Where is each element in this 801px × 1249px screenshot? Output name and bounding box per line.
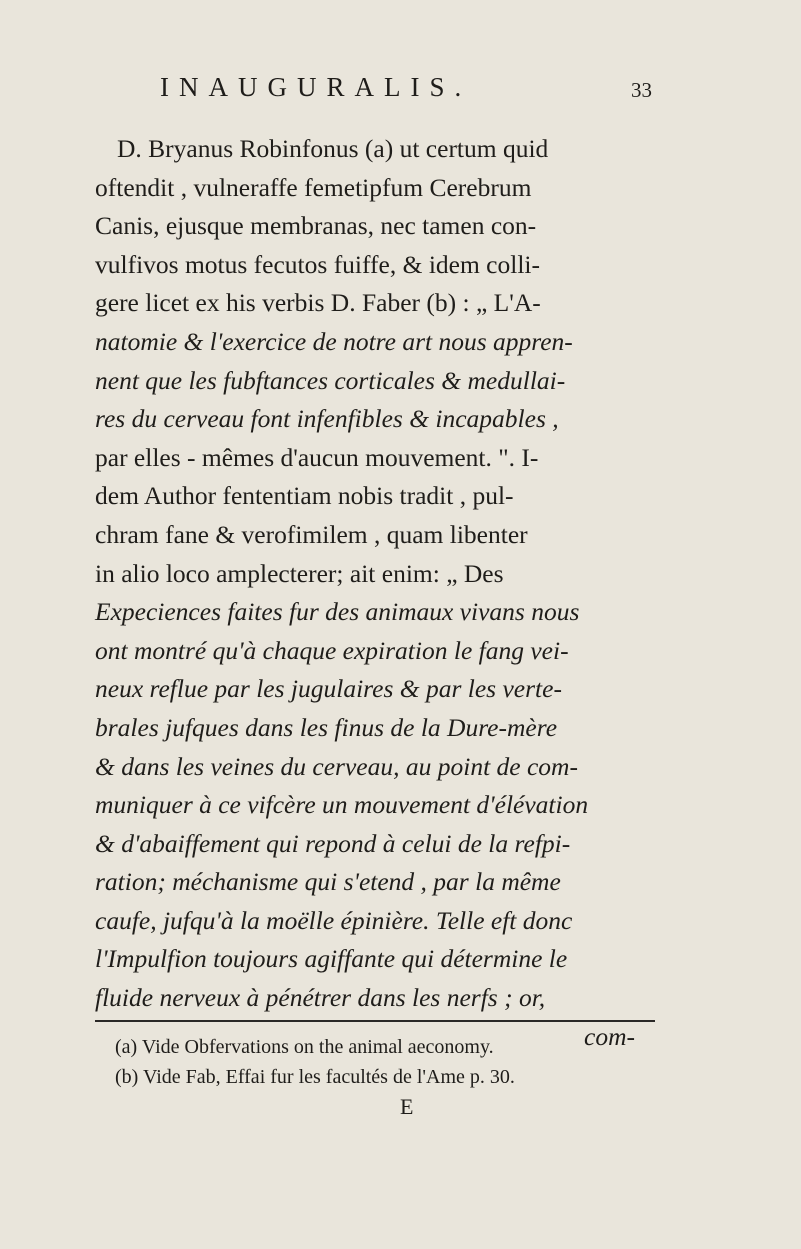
text-line: in alio loco amplecterer; ait enim: „ Des — [95, 558, 504, 588]
text-line: Canis, ejusque membranas, nec tamen con- — [95, 211, 537, 241]
text-line: res du cerveau font infenfibles & incapables , — [95, 404, 559, 434]
text-line: par elles - mêmes d'aucun mouvement. ". I- — [95, 442, 539, 472]
text-line: brales jufques dans les finus de la Dure-mère — [95, 712, 558, 742]
running-head — [160, 72, 660, 112]
text-line: vulfivos motus fecutos fuiffe, & idem colli- — [95, 249, 540, 279]
text-line: neux reflue par les jugulaires & par les verte- — [95, 674, 562, 704]
text-line: & dans les veines du cerveau, au point de com- — [95, 751, 578, 781]
text-line: muniquer à ce vifcère un mouvement d'élévation — [95, 790, 589, 820]
text-line: & d'abaiffement qui repond à celui de la refpi- — [95, 828, 571, 858]
text-line: natomie & l'exercice de notre art nous appren- — [95, 326, 573, 356]
text-line: caufe, jufqu'à la moëlle épinière. Telle eft donc — [95, 905, 573, 935]
text-line: fluide nerveux à pénétrer dans les nerfs ; or, — [95, 983, 546, 1013]
running-title: INAUGURALIS. — [160, 72, 472, 102]
footnotes — [115, 1032, 660, 1092]
footnote-rule — [95, 1020, 655, 1022]
text-line: ration; méchanisme qui s'etend , par la même — [95, 867, 561, 897]
text-line: oftendit , vulneraffe femetipfum Cerebrum — [95, 172, 532, 202]
text-line: nent que les fubftances corticales & medullai- — [95, 365, 566, 395]
body-text — [95, 130, 655, 1056]
text-line: gere licet ex his verbis D. Faber (b) : „ L'A- — [95, 288, 541, 318]
footnote-a: (a) Vide Obfervations on the animal aeconomy. — [115, 1036, 494, 1058]
catchword: com- — [584, 1021, 635, 1051]
footnote-b: (b) Vide Fab, Effai fur les facultés de l'Ame p. 30. — [115, 1066, 515, 1088]
text-line: dem Author fententiam nobis tradit , pul- — [95, 481, 514, 511]
text-line: chram fane & verofimilem , quam libenter — [95, 519, 528, 549]
text-line: l'Impulfion toujours agiffante qui détermine le — [95, 944, 568, 974]
page-number: 33 — [631, 78, 652, 102]
text-line: ont montré qu'à chaque expiration le fang vei- — [95, 635, 569, 665]
text-line: Expeciences faites fur des animaux vivans nous — [95, 597, 580, 627]
text-line: D. Bryanus Robinfonus (a) ut certum quid — [117, 134, 549, 163]
signature-mark: E — [400, 1094, 414, 1119]
